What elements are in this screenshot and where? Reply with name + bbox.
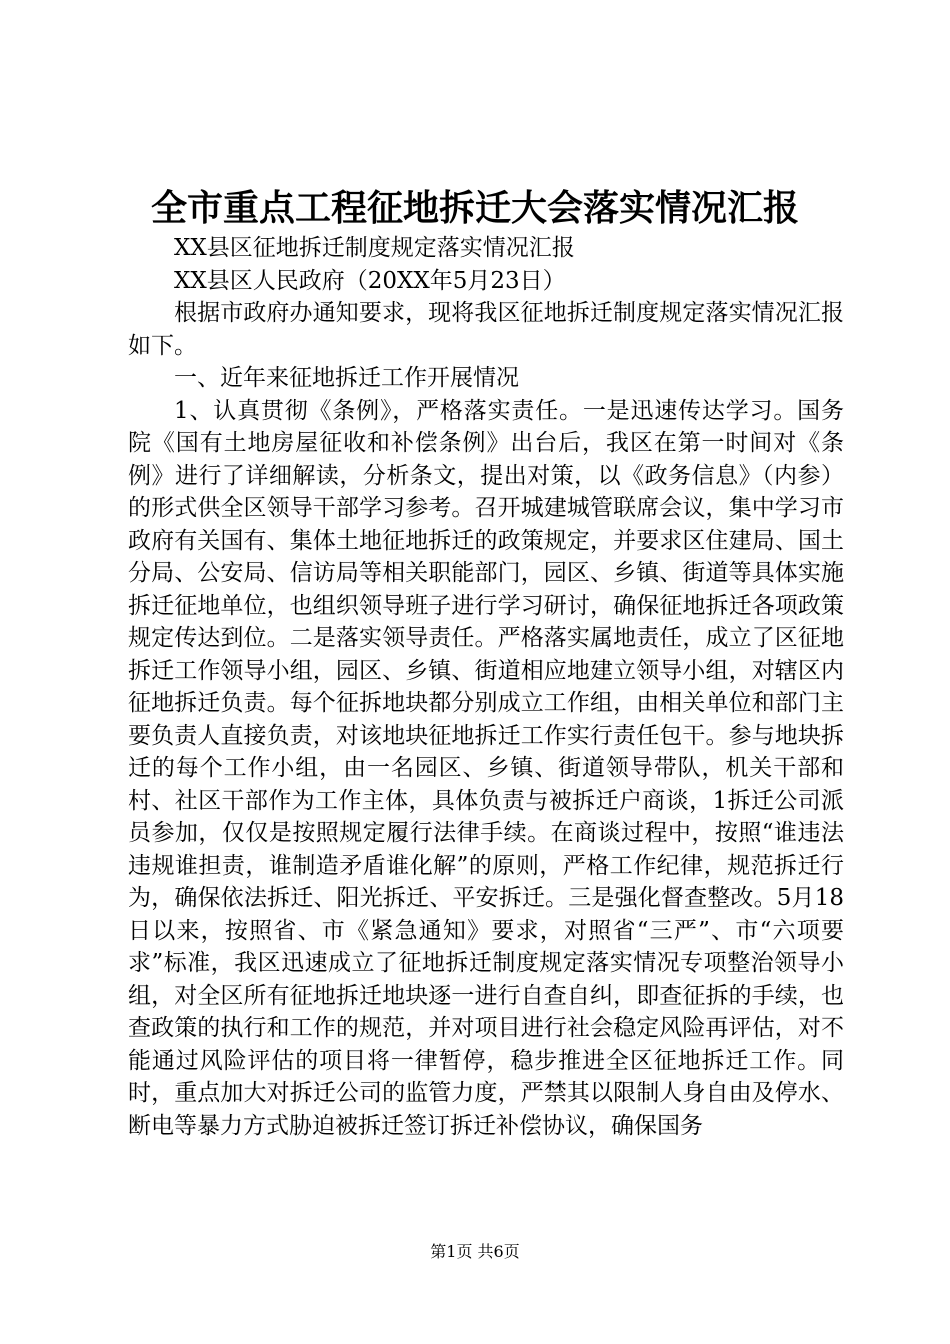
page-footer: 第1页 共6页: [430, 1242, 520, 1261]
paragraph-issuer-date: XX县区人民政府（20XX年5月23日）: [174, 267, 566, 294]
document-title: 全市重点工程征地拆迁大会落实情况汇报: [150, 187, 799, 229]
paragraph-body: 1、认真贯彻《条例》，严格落实责任。一是迅速传达学习。国务院《国有土地房屋征收和补偿条例》出台后，我区在第一时间对《条例》进行了详细解读，分析条文，提出对策，以《政务信息》（内参）的形式供全区领导干部学习参考。召开城建城管联席会议，集中学习市政府有关国有、集体土地征地拆迁的政策规定，并要求区住建局、国土分局、公安局、信访局等相关职能部门，园区、乡镇、街道等具体实施拆迁征地单位，也组织领导班子进行学习研讨，确保征地拆迁各项政策规定传达到位。二是落实领导责任。严格落实属地责任，成立了区征地拆迁工作领导小组，园区、乡镇、街道相应地建立领导小组，对辖区内征地拆迁负责。每个征拆地块都分别成立工作组，由相关单位和部门主要负责人直接负责，对该地块征地拆迁工作实行责任包干。参与地块拆迁的每个工作小组，由一名园区、乡镇、街道领导带队，机关干部和村、社区干部作为工作主体，具体负责与被拆迁户商谈，1拆迁公司派员参加，仅仅是按照规定履行法律手续。在商谈过程中，按照“谁违法违规谁担责，谁制造矛盾谁化解”的原则，严格工作纪律，规范拆迁行为，确保依法拆迁、阳光拆迁、平安拆迁。三是强化督查整改。5月18日以来，按照省、市《紧急通知》要求，对照省“三严”、市“六项要求”标准，我区迅速成立了征地拆迁制度规定落实情况专项整治领导小组，对全区所有征地拆迁地块逐一进行自查自纠，即查征拆的手续，也查政策的执行和工作的规范，并对项目进行社会稳定风险再评估，对不能通过风险评估的项目将一律暂停，稳步推进全区征地拆迁工作。同时，重点加大对拆迁公司的监管力度，严禁其以限制人身自由及停水、断电等暴力方式胁迫被拆迁签订拆迁补偿协议，确保国务: [128, 397, 844, 1139]
paragraph-subtitle: XX县区征地拆迁制度规定落实情况汇报: [174, 235, 575, 261]
paragraph-intro: 根据市政府办通知要求，现将我区征地拆迁制度规定落实情况汇报如下。: [128, 300, 844, 359]
paragraph-section-heading: 一、近年来征地拆迁工作开展情况: [174, 365, 519, 391]
document-body: [128, 232, 844, 1142]
